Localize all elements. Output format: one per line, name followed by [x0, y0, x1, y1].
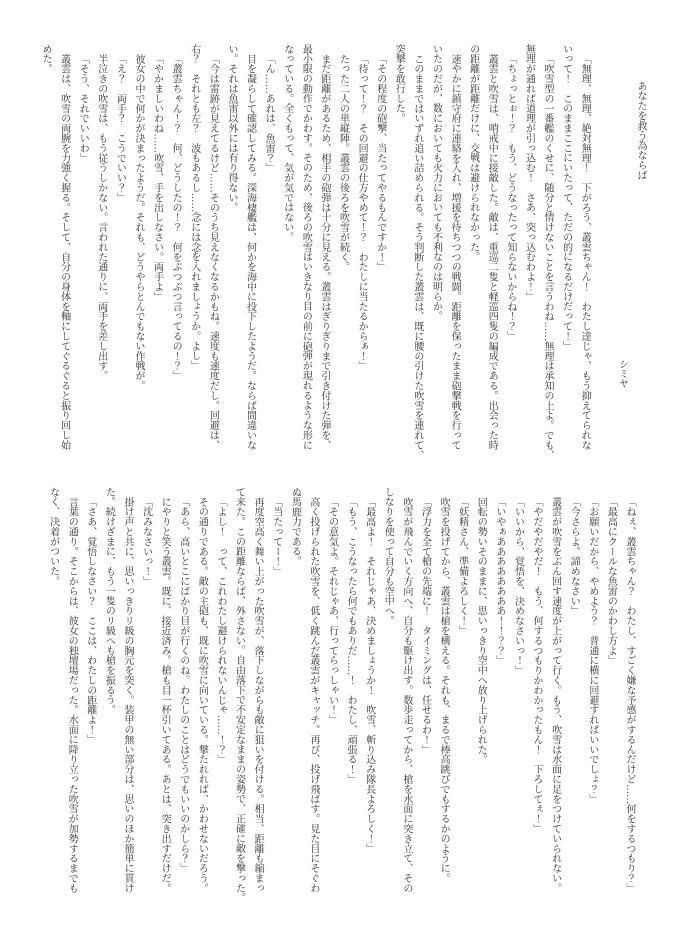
text-line: 叢雲が吹雪をぶん回す速度が上がって行く。もう、吹雪は水面に足をつけていられない。	[549, 497, 561, 894]
text-line: いたのだが、数においても火力においても不利なのは明らか。	[430, 44, 442, 322]
text-line: 再度空高く舞い上がった吹雪が、落下しながらも敵に狙いを付ける。相当、距離も縮まっ	[252, 497, 264, 894]
text-line: 彼女の中で何かが決まったようだ。それも、どうやらとんでもない作戦が。	[132, 54, 144, 391]
text-line: 「ん……あれは、魚雷？」	[263, 54, 275, 173]
text-line: なっている。全くもって、気が気ではない。	[281, 44, 293, 243]
text-line: 「その意気よ。それじゃあ、行ってらっしゃい！」	[326, 497, 338, 725]
text-line: 最小限の動作でかわす。そのため、後ろの吹雪はいきなり目の前に砲弾が現れるような形に	[300, 44, 312, 450]
text-line: このままではいずれ追い詰められる。そう判断した叢雲は、既に腰の引けた吹雪を連れて、	[411, 54, 423, 460]
text-line: その通りである。敵の主砲も、既に吹雪に向いている。撃たれれば、かわせないだろう。	[196, 497, 208, 894]
text-line: まだ距離があるため、相手の砲弾は十分に見える。叢雲はぎりぎりまで引き付けた弾を、	[318, 54, 330, 451]
text-line: 回転の勢いそのままに、思いっきり空中へ放り上げられた。	[475, 497, 487, 765]
author-name: シミヤ	[616, 359, 628, 389]
novel-title: あなたを救う為ならば	[635, 81, 646, 181]
text-line: 「妖精さん、準備よろしく！」	[456, 497, 468, 636]
text-line: 「今さらよ。諦めなさい」	[568, 497, 580, 616]
text-line: 「最高よ！ それじゃあ、決めましょうか！ 吹雪、斬り込み隊長よろしく！」	[363, 497, 375, 854]
text-line: 「吹雪型の一番艦のくせに、随分と情けないことを言うわね……無理は承知の上よ。でも、	[542, 54, 554, 460]
text-line: たった二人の単縦陣。叢雲の後ろを吹雪が続く。	[337, 54, 349, 272]
text-line: 「え？ 両手？ こうでいい？」	[114, 54, 126, 203]
text-line: 「もう、こうなったら何でもありだ……！ わたし、頑張る！」	[345, 497, 357, 785]
text-line: 「いやぁああああああああ！！？？」	[493, 497, 505, 666]
lower-text-block	[43, 487, 638, 923]
text-line: 突撃を敢行した。	[393, 44, 405, 124]
text-line: 掛け声と共に、思いっきりリ級の胸元を突く。装甲の無い部分は、思いのほか簡単に貫け	[121, 497, 133, 894]
text-line: 言葉の通り。そこからは、彼女の独壇場だった。水面に降り立った吹雪が加勢するまでも	[66, 497, 78, 894]
text-line: 叢雲は、吹雪の両腕を力強く握る。そして、自分の身体を軸にしてぐるぐると振り回し始	[58, 54, 70, 451]
text-line: 速やかに鎮守府に連絡を入れ、増援を待ちつつの戦闘。距離を保ったまま砲撃戦を行って	[449, 54, 461, 451]
text-line: 「やだやだやだ！ もう、何するつもりかわかったもん！ 下ろしてぇ！」	[531, 497, 543, 834]
text-line: なく、決着がついた。	[47, 487, 59, 587]
text-line: 「今は雷跡が見えてるけど……そのうち見えなくなるかもね。速度も速度だし。回避は、	[207, 54, 219, 451]
text-line: 「最高にクールな魚雷のかわし方よ」	[605, 497, 617, 666]
text-line: 「ちょっとぉ！？ もう、どうなったって知らないからね！？」	[504, 54, 516, 342]
text-line: 「さあ、覚悟しなさい？ ここは、わたしの距離よ！」	[84, 497, 96, 745]
text-line: 目を凝らして確認してみる。深海棲艦は、何かを海中に投下したようだ。ならば間違いな	[244, 54, 256, 451]
text-line: しなりを使って自分も空中へ。	[382, 487, 394, 626]
text-line: 半泣きの吹雪は、もう従うしかない。言われた通りに、両手を差し出す。	[95, 54, 107, 381]
text-line: 「やかましいわね……吹雪、手を出しなさい。両手よ」	[151, 54, 163, 302]
column-spacer	[593, 44, 612, 470]
text-line: めた。	[40, 44, 51, 74]
text-line: 叢雲と吹雪は、哨戒中に接敵した。敵は、重巡二隻と軽巡四隻の編成である。出会った時	[486, 54, 498, 451]
text-line: た。続けざまに、もう一隻のリ級へも槍を振るう。	[103, 487, 115, 715]
text-line: 右？ それとも左？ 波もあるし……念には念を入れましょうか。よし」	[188, 44, 200, 371]
text-line: 「待って！？ その回避の仕方やめて！？ わたしに当たるからぁ！」	[356, 54, 368, 371]
text-line: いって！ このままここにいたって、ただの的になるだけだって！」	[560, 44, 572, 351]
text-line: 「いいから、覚悟を、決めなさいっ！」	[512, 497, 524, 676]
text-line: 無理が通れば道理が引っ込む！ さあ、突っ込むわよ！」	[523, 44, 535, 302]
text-line: 「叢雲ちゃん！？ 何、どうしたの！？ 何をぶつぶつ言ってるの！？」	[170, 54, 182, 381]
text-line: の距離が距離だけに、交戦は避けられなかった。	[467, 44, 479, 262]
text-line: 「よし！ って、これわたし避けられないんじゃ……！？」	[214, 497, 226, 765]
text-line: 高く投げられた吹雪を、低く跳んだ叢雲がキャッチ。再び、投げ飛ばす。見た目にそぐわ	[307, 497, 319, 894]
text-line: ぬ馬鹿力である。	[289, 487, 301, 567]
text-line: 「その程度の砲撃、当たってやるもんですか！」	[374, 54, 386, 272]
text-line: 「お願いだから、やめよう？ 普通に横に回避すればいいでしょ？」	[586, 497, 598, 804]
text-line: 「当たってー！」	[270, 497, 282, 577]
text-line: 「ねぇ、叢雲ちゃん？ わたし、すごく嫌な予感がするんだけど……何をするつもり？」	[624, 497, 635, 894]
upper-text-block	[35, 44, 649, 470]
text-line: 「そう、それでいいわ」	[77, 54, 89, 163]
text-line: 吹雪が飛んでいく方向へ、自分も駆け出す。数歩走ってから、槍を水面に突き立て、その	[400, 497, 412, 894]
text-line: 「沈みなさいっ！」	[140, 497, 152, 587]
text-line: 吹雪を投げてから、叢雲は槍を構える。それも、まるで棒高跳びでもするかのように。	[438, 497, 450, 884]
text-line: にやりと笑う叢雲。既に、接近済み。槍も目一杯引いてある。あとは、突き出すだけだ。	[159, 497, 171, 894]
text-line: 「無理、無理、絶対無理！ 下がろう、叢雲ちゃん！ わたし達じゃ、もう抑えてられな	[579, 54, 591, 451]
text-line: 「あら、高いとこにばかり目が行くのね。わたしのことはどうでもいいのかしら？」	[177, 497, 189, 874]
text-line: て来た。この距離ならば、外さない。自由落下で不安定なままの姿勢で、正確に敵を撃った。	[233, 487, 245, 903]
text-line: い。それは魚雷以外には有り得ない。	[225, 44, 237, 213]
text-line: 「浮力を全て槍の先端に！ タイミングは、任せるわ！」	[419, 497, 431, 755]
